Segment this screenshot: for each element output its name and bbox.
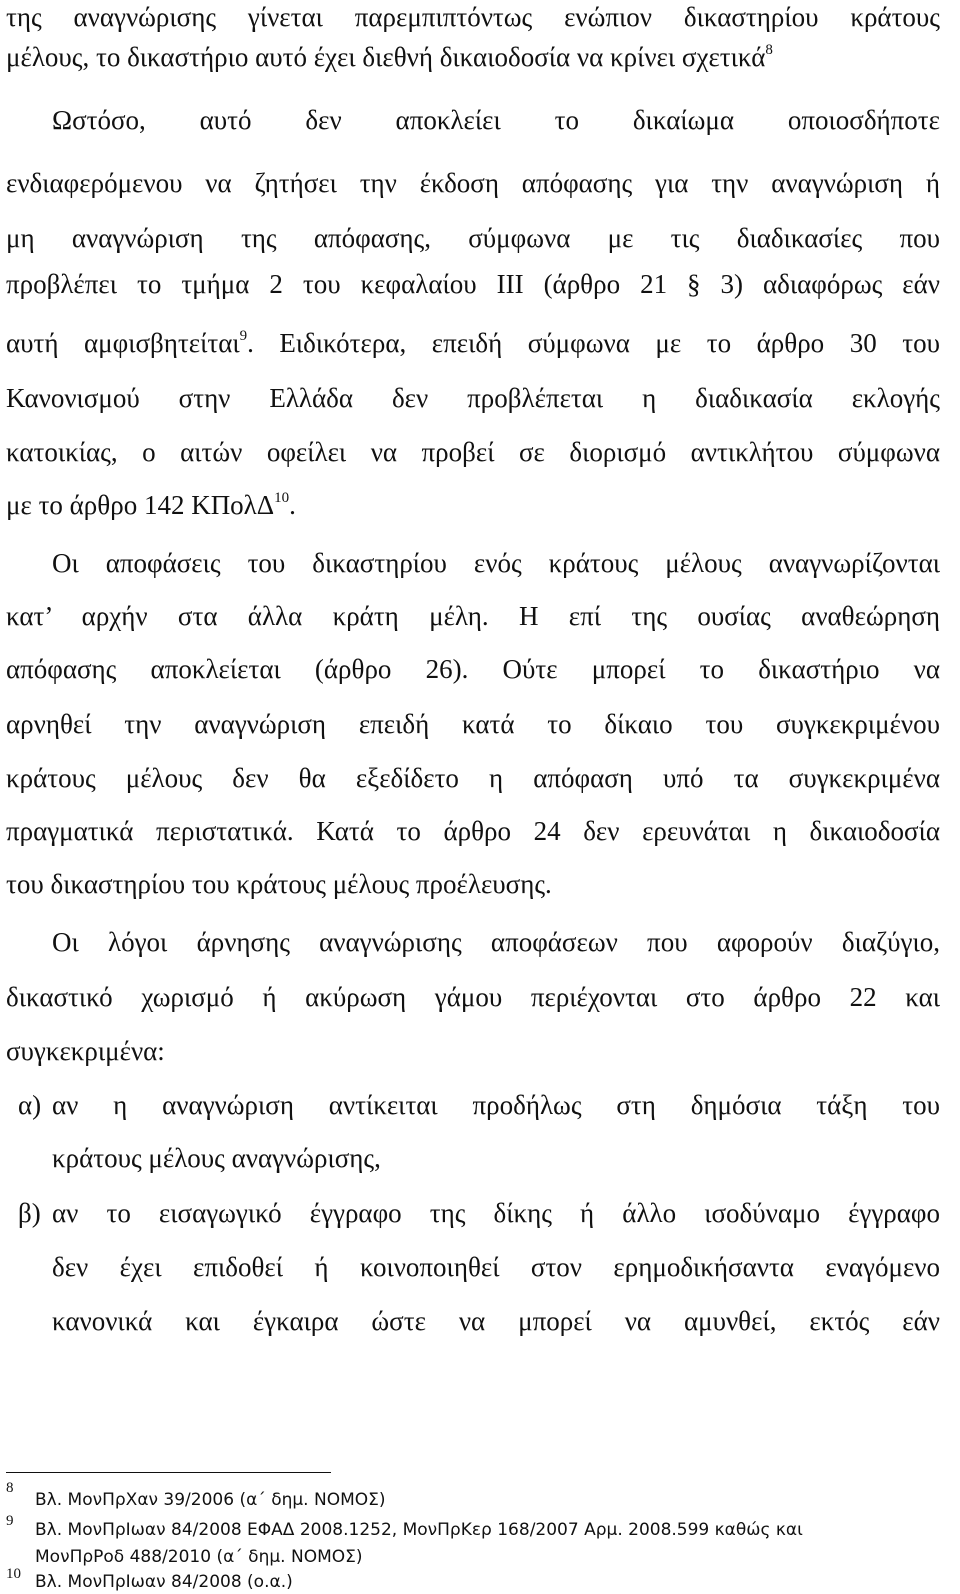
list-label: β) <box>18 1198 41 1228</box>
list-label: α) <box>18 1090 42 1120</box>
footnote-number: 8 <box>6 1480 14 1496</box>
text-line: κράτους μέλους δεν θα εξεδίδετο η απόφαση υπό τα συγκεκριμένα <box>6 763 940 793</box>
text-line: του δικαστηρίου του κράτους μέλους προέλευσης. <box>6 869 552 899</box>
list-item-line: δεν έχει επιδοθεί ή κοινοποιηθεί στον ερημοδικήσαντα εναγόμενο <box>52 1252 940 1282</box>
text-line: μέλους, το δικαστήριο αυτό έχει διεθνή δικαιοδοσία να κρίνει σχετικά$^8$ <box>6 42 773 72</box>
text-line: απόφασης αποκλείεται (άρθρο 26). Ούτε μπορεί το δικαστήριο να <box>6 654 940 684</box>
text-line: ενδιαφερόμενου να ζητήσει την έκδοση απόφασης για την αναγνώριση ή <box>6 168 940 198</box>
text-line: Κανονισμού στην Ελλάδα δεν προβλέπεται η διαδικασία εκλογής <box>6 383 940 413</box>
text-line: αυτή αμφισβητείται$^9$. Ειδικότερα, επειδή σύμφωνα με το άρθρο 30 του <box>6 328 940 358</box>
footnote-ref[interactable]: 10 <box>274 490 290 506</box>
text-line: δικαστικό χωρισμό ή ακύρωση γάμου περιέχονται στο άρθρο 22 και <box>6 982 940 1012</box>
text-line: κατοικίας, ο αιτών οφείλει να προβεί σε διορισμό αντικλήτου σύμφωνα <box>6 437 940 467</box>
list-item-line: αν το εισαγωγικό έγγραφο της δίκης ή άλλο ισοδύναμο έγγραφο <box>52 1198 940 1228</box>
footnote-text: ΜονΠρΡοδ 488/2010 (α΄ δημ. ΝΟΜΟΣ) <box>35 1547 363 1567</box>
footnote-separator <box>6 1472 331 1473</box>
footnote-text: Βλ. ΜονΠρΧαν 39/2006 (α΄ δημ. ΝΟΜΟΣ) <box>35 1490 386 1510</box>
footnote-ref[interactable]: 8 <box>765 42 773 58</box>
footnote-ref[interactable]: 9 <box>239 328 248 344</box>
text-line: μη αναγνώριση της απόφασης, σύμφωνα με τις διαδικασίες που <box>6 223 940 253</box>
text-line: Οι λόγοι άρνησης αναγνώρισης αποφάσεων που αφορούν διαζύγιο, <box>52 927 940 957</box>
text-line: προβλέπει το τμήμα 2 του κεφαλαίου ΙΙΙ (άρθρο 21 § 3) αδιαφόρως εάν <box>6 269 940 299</box>
list-item-line: κανονικά και έγκαιρα ώστε να μπορεί να αμυνθεί, εκτός εάν <box>52 1306 940 1336</box>
list-item-line: κράτους μέλους αναγνώρισης, <box>52 1143 381 1173</box>
text-line: με το άρθρο 142 ΚΠολΔ$^{10}$. <box>6 490 296 520</box>
text-line: αρνηθεί την αναγνώριση επειδή κατά το δίκαιο του συγκεκριμένου <box>6 709 940 739</box>
text-line: πραγματικά περιστατικά. Κατά το άρθρο 24 δεν ερευνάται η δικαιοδοσία <box>6 816 940 846</box>
list-item-line: αν η αναγνώριση αντίκειται προδήλως στη δημόσια τάξη του <box>52 1090 940 1120</box>
footnote-text: Βλ. ΜονΠρΙωαν 84/2008 (ο.α.) <box>35 1572 293 1592</box>
text-line: κατ’ αρχήν στα άλλα κράτη μέλη. Η επί της ουσίας αναθεώρηση <box>6 601 940 631</box>
text-line: της αναγνώρισης γίνεται παρεμπιπτόντως ενώπιον δικαστηρίου κράτους <box>6 2 940 32</box>
footnote-number: 9 <box>6 1513 14 1529</box>
text-line: συγκεκριμένα: <box>6 1036 165 1066</box>
text-line: Οι αποφάσεις του δικαστηρίου ενός κράτους μέλους αναγνωρίζονται <box>52 548 940 578</box>
footnote-number: 10 <box>6 1566 21 1582</box>
footnote-text: Βλ. ΜονΠρΙωαν 84/2008 ΕΦΑΔ 2008.1252, ΜονΠρΚερ 168/2007 Αρμ. 2008.599 καθώς και <box>35 1520 803 1540</box>
text-line: Ωστόσο, αυτό δεν αποκλείει το δικαίωμα οποιοσδήποτε <box>52 105 940 135</box>
